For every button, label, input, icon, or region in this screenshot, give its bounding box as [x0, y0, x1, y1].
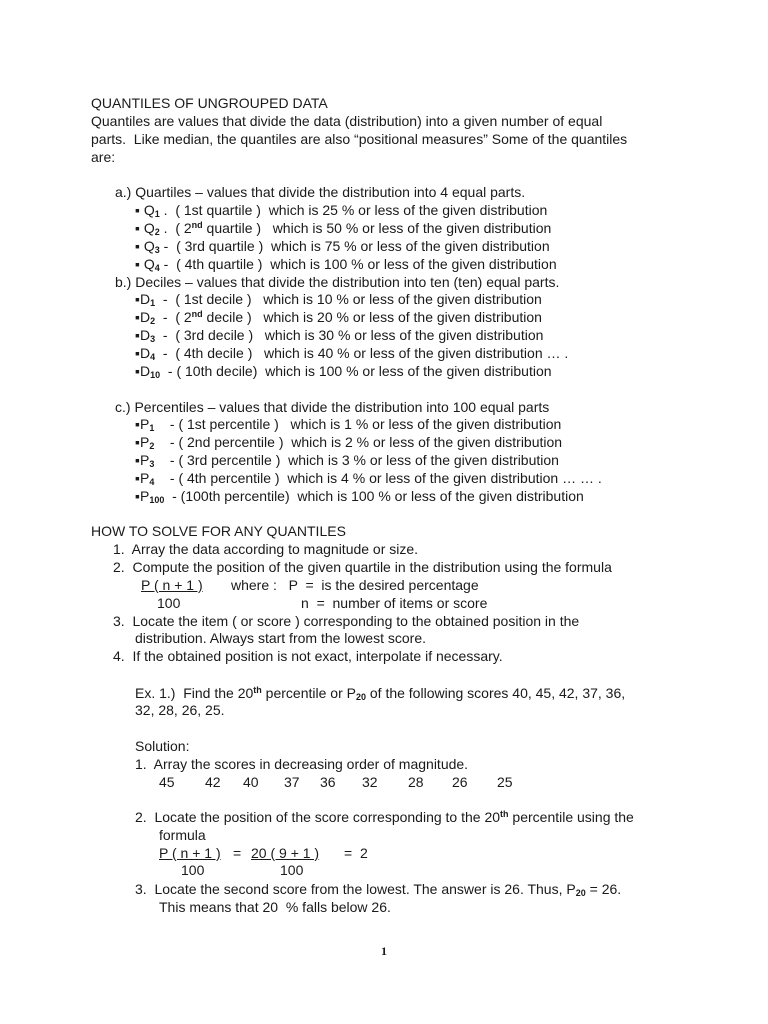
percentiles-heading: c.) Percentiles – values that divide the distribution into 100 equal parts — [115, 399, 550, 415]
score-value: 32 — [362, 774, 378, 790]
howto-step-3: 3. Locate the item ( or score ) corresponding to the obtained position in the — [113, 613, 580, 629]
page-title: QUANTILES OF UNGROUPED DATA — [91, 95, 328, 111]
decile-item: $▪D_3$ - ( 3rd decile ) which is 30 % or less of the given distribution — [135, 327, 544, 344]
howto-step-1: 1. Array the data according to magnitude or size. — [113, 541, 419, 557]
howto-heading: HOW TO SOLVE FOR ANY QUANTILES — [91, 523, 346, 539]
howto-step-4: 4. If the obtained position is not exact, interpolate if necessary. — [113, 648, 503, 664]
calc-numerator-2: 20 ( 9 + 1 ) — [251, 845, 320, 861]
formula-where: where : P = is the desired percentage — [231, 577, 479, 593]
example-line-2: 32, 28, 26, 25. — [135, 702, 225, 718]
intro-line-3: are: — [91, 149, 116, 165]
howto-step-2: 2. Compute the position of the given quartile in the distribution using the formula — [113, 559, 612, 575]
percentile-item: $▪P_{100} - (100th$ percentile) which is 100 % or less of the given distribution — [135, 488, 584, 505]
score-value: 25 — [497, 774, 513, 790]
quartile-item: ▪ $Q_3$ - ( 3rd quartile ) which is 75 % or less of the given distribution — [135, 238, 550, 255]
calc-denominator-2: 100 — [280, 862, 304, 878]
solution-step-3: 3. Locate the second score from the lowest. The answer is 26. Thus, $P_{20} = 26$. — [135, 881, 622, 898]
decile-item: $▪D_4$ - ( 4th decile ) which is 40 % or less of the given distribution … . — [135, 345, 569, 362]
score-value: 26 — [452, 774, 468, 790]
decile-item: $▪D_1$ - ( 1st decile ) which is 10 % or less of the given distribution — [135, 291, 542, 308]
solution-step-3-cont: This means that 20 % falls below 26. — [159, 899, 391, 915]
quartile-item: ▪ $Q_2$ . ( 2nd quartile ) which is 50 % or less of the given distribution — [135, 220, 552, 237]
percentile-item: $▪P_3$ - ( 3rd percentile ) which is 3 % or less of the given distribution — [135, 452, 559, 469]
example-line-1: Ex. 1.) Find the 20th percentile or $P_{20}$ of the following scores 40, 45, 42, 37, 36, — [135, 685, 626, 702]
calc-denominator-1: 100 — [181, 862, 205, 878]
decile-item: $▪D_2$ - ( 2nd decile ) which is 20 % or less of the given distribution — [135, 309, 542, 326]
quartile-item: ▪ $Q_1$ . ( 1st quartile ) which is 25 % or less of the given distribution — [135, 202, 548, 219]
score-value: 36 — [320, 774, 336, 790]
score-value: 40 — [243, 774, 259, 790]
howto-step-3-cont: distribution. Always start from the lowest score. — [135, 630, 426, 646]
decile-item: $▪D_{10}$ - ( 10th decile) which is 100 % or less of the given distribution — [135, 363, 552, 380]
calc-result: = 2 — [344, 845, 368, 861]
solution-step-1: 1. Array the scores in decreasing order of magnitude. — [135, 756, 469, 772]
calc-numerator-1: P ( n + 1 ) — [159, 845, 221, 861]
score-value: 28 — [408, 774, 424, 790]
formula-n-definition: n = number of items or score — [301, 595, 488, 611]
formula-denominator: 100 — [157, 595, 181, 611]
percentile-item: $▪P_1$ - ( 1st percentile ) which is 1 % or less of the given distribution — [135, 416, 562, 433]
score-value: 45 — [159, 774, 175, 790]
quartile-item: ▪ $Q_4$ - ( 4th quartile ) which is 100 % or less of the given distribution — [135, 256, 557, 273]
percentile-item: $▪P_4$ - ( 4th percentile ) which is 4 % or less of the given distribution … … . — [135, 470, 602, 487]
score-value: 37 — [284, 774, 300, 790]
calc-equals-1: = — [233, 845, 242, 861]
score-value: 42 — [205, 774, 221, 790]
solution-label: Solution: — [135, 738, 190, 754]
solution-step-2: 2. Locate the position of the score corresponding to the 20th percentile using the — [135, 809, 634, 825]
intro-line-1: Quantiles are values that divide the data (distribution) into a given number of equal — [91, 113, 603, 129]
formula-numerator: P ( n + 1 ) — [141, 577, 203, 593]
intro-line-2: parts. Like median, the quantiles are also “positional measures” Some of the quantiles — [91, 131, 628, 147]
quartiles-heading: a.) Quartiles – values that divide the distribution into 4 equal parts. — [115, 184, 526, 200]
page-number: 1 — [381, 944, 387, 958]
percentile-item: $▪P_2$ - ( 2nd percentile ) which is 2 % or less of the given distribution — [135, 434, 563, 451]
deciles-heading: b.) Deciles – values that divide the distribution into ten (ten) equal parts. — [115, 274, 560, 290]
solution-step-2-cont: formula — [159, 827, 206, 843]
